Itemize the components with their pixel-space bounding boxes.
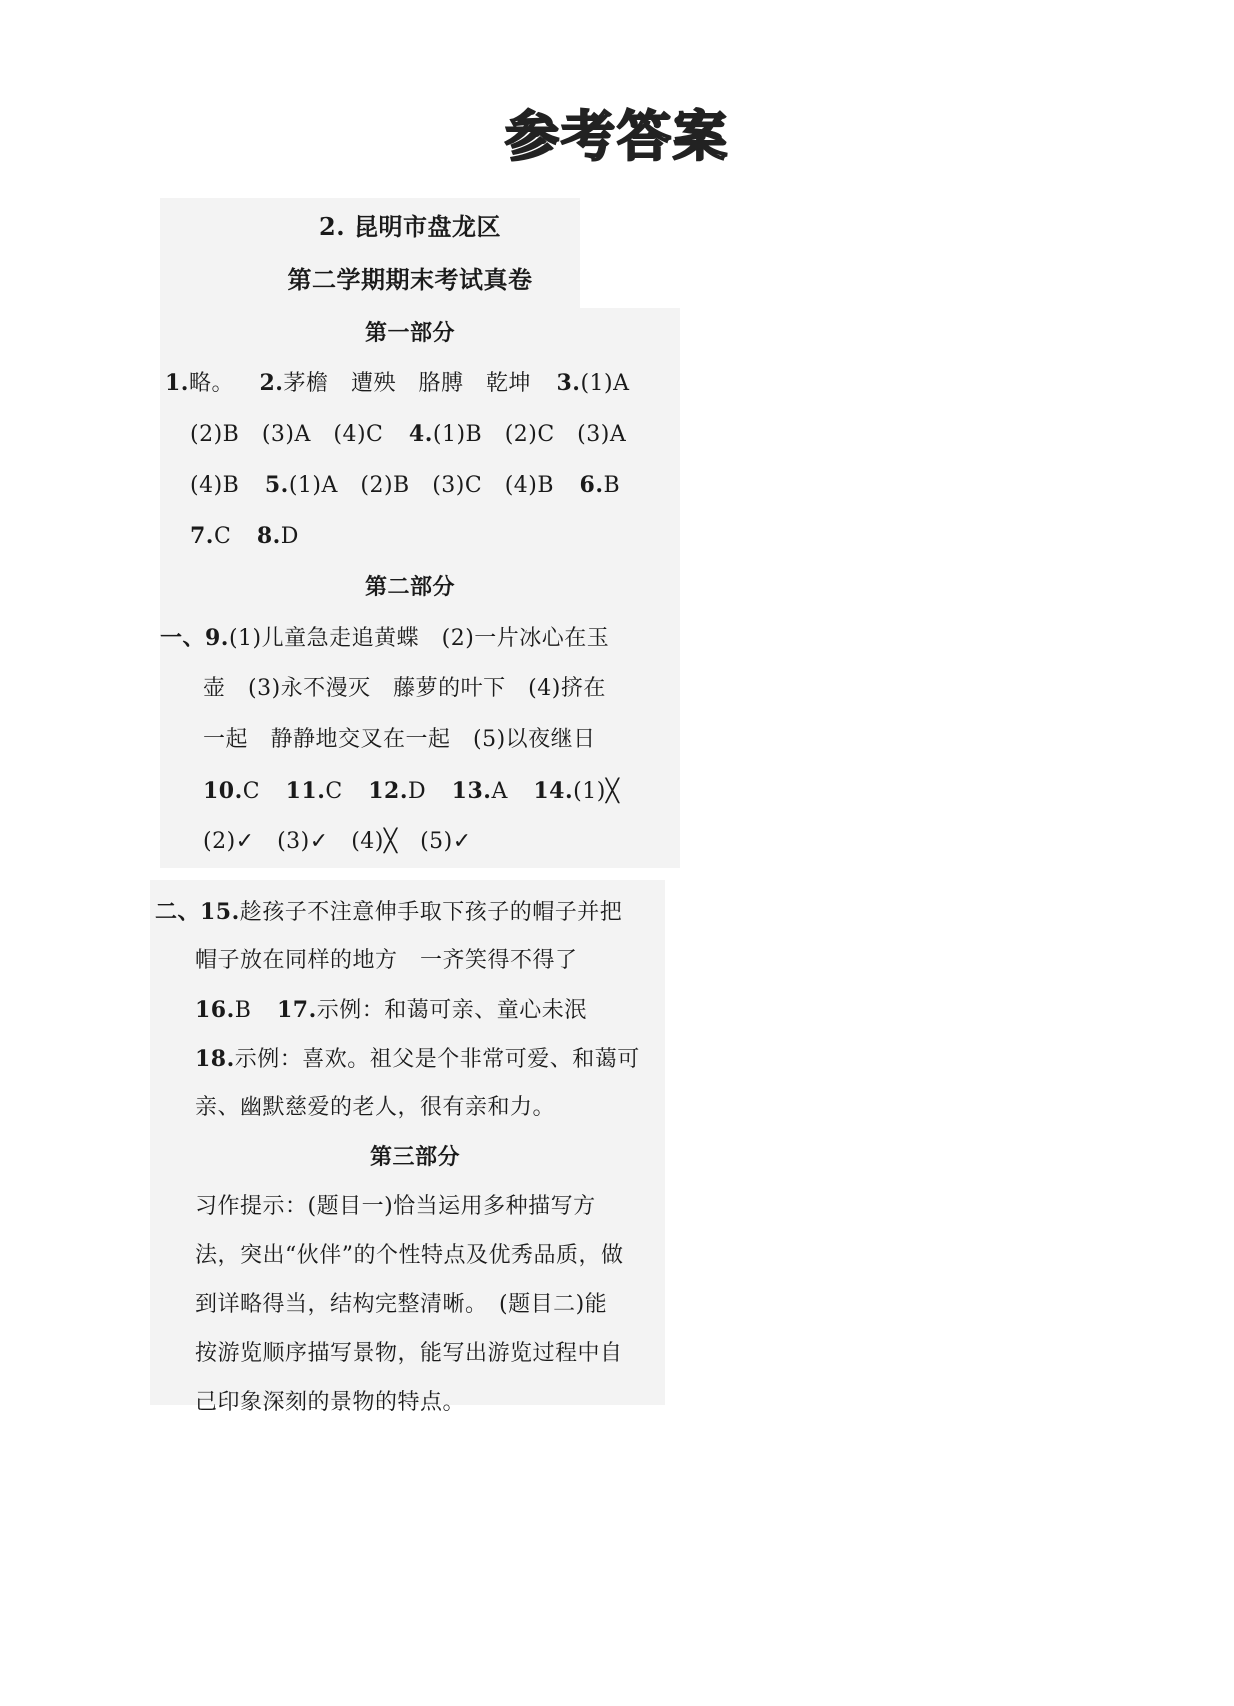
part2-line-4 [203, 776, 620, 807]
answer-text: 亲、幽默慈爱的老人，很有亲和力。 [195, 1095, 556, 1120]
answer-text: 一起 静静地交叉在一起 (5)以夜继日 [203, 727, 596, 752]
answer-text: A [491, 779, 508, 804]
item-number: 6. [579, 472, 604, 498]
answer-text: 壶 (3)永不漫灭 藤萝的叶下 (4)挤在 [203, 676, 606, 701]
answer-text: B [234, 998, 252, 1023]
answer-text: D [408, 779, 427, 804]
answer-text: 茅檐 遭殃 胳膊 乾坤 [283, 371, 531, 396]
part3-line-4: 按游览顺序描写景物，能写出游览过程中自 [195, 1341, 623, 1366]
part2-line-5 [203, 827, 472, 857]
part3-line-1: 习作提示：(题目一)恰当运用多种描写方 [195, 1194, 596, 1219]
answer-text: 略。 [188, 371, 234, 396]
part2-sec2-line-1 [155, 897, 622, 928]
part2-sec2-line-5 [195, 1093, 555, 1123]
answer-text: (4)B [190, 473, 240, 498]
page-title-text: 参考答案 [505, 105, 729, 168]
item-number: 8. [256, 523, 281, 549]
item-number: 18. [195, 1046, 235, 1072]
answer-text: (1)╳ [573, 779, 620, 804]
answer-text: (1)儿童急走追黄蝶 (2)一片冰心在玉 [228, 626, 610, 651]
part3-line-3: 到详略得当，结构完整清晰。 (题目二)能 [195, 1292, 608, 1317]
answer-text: (1)A (2)B (3)C (4)B [288, 473, 555, 498]
item-number: 14. [533, 778, 574, 804]
item-number: 4. [408, 421, 433, 447]
item-number: 3. [556, 370, 581, 396]
exam-name: 第二学期期末考试真卷 [287, 265, 533, 294]
item-number: 17. [276, 997, 317, 1023]
item-number: 16. [195, 997, 235, 1023]
part1-line-1 [165, 368, 630, 399]
item-number: 5. [264, 472, 289, 498]
part2-sec2-line-4 [195, 1044, 640, 1075]
answer-text: C [325, 779, 343, 804]
item-number: 2. [259, 370, 284, 396]
answer-text: D [280, 524, 299, 549]
part3-line-2: 法，突出“伙伴”的个性特点及优秀品质，做 [195, 1243, 624, 1268]
answer-text: C [242, 779, 261, 804]
part3-line-5: 己印象深刻的景物的特点。 [195, 1390, 466, 1415]
answer-text: 趁孩子不注意伸手取下孩子的帽子并把 [239, 900, 623, 925]
part1-line-2 [190, 419, 626, 450]
part2-sec2-line-2 [195, 946, 578, 976]
item-number: 7. [190, 523, 214, 549]
answer-text: 示例：喜欢。祖父是个非常可爱、和蔼可 [234, 1047, 640, 1072]
answer-text: (2)B (3)A (4)C [190, 422, 384, 447]
item-number: 一、9. [160, 625, 229, 651]
answer-text: 帽子放在同样的地方 一齐笑得不得了 [195, 948, 578, 973]
item-number: 1. [165, 370, 189, 396]
answer-text: (1)A [580, 371, 630, 396]
part2-line-3 [203, 725, 596, 755]
answer-text: B [603, 473, 621, 498]
part1-heading: 第一部分 [364, 320, 455, 346]
part2-heading: 第二部分 [364, 574, 455, 600]
part1-line-4 [190, 521, 299, 552]
answer-text: (1)B (2)C (3)A [432, 422, 627, 447]
part2-sec2-line-3 [195, 995, 587, 1026]
item-number: 13. [451, 778, 492, 804]
part1-line-3 [190, 470, 620, 501]
part2-line-1 [160, 623, 609, 654]
part2-line-2 [203, 674, 606, 704]
answer-text: C [213, 524, 232, 549]
exam-region: 2. 昆明市盘龙区 [319, 212, 501, 241]
page-title [0, 95, 1234, 175]
part3-heading: 第三部分 [369, 1144, 460, 1170]
item-number: 10. [203, 778, 243, 804]
answer-text: 示例：和蔼可亲、童心未泯 [316, 998, 587, 1023]
item-number: 二、15. [155, 899, 240, 925]
item-number: 11. [285, 778, 326, 804]
answer-text: (2)✓ (3)✓ (4)╳ (5)✓ [203, 829, 472, 854]
item-number: 12. [368, 778, 409, 804]
